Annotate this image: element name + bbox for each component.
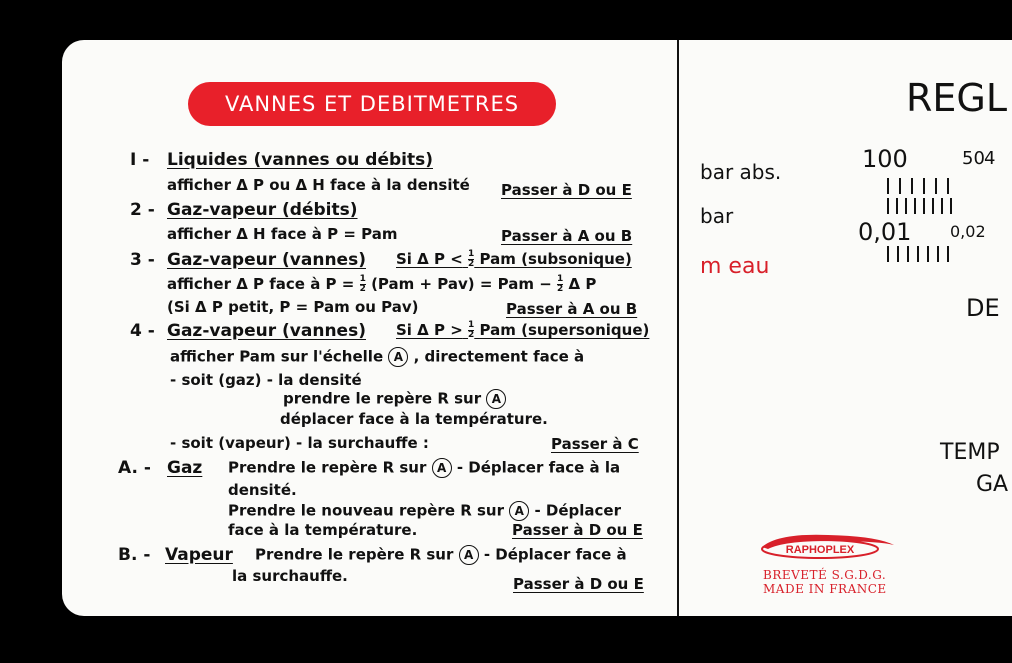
item-4-pass: Passer à C	[551, 435, 639, 453]
temp-heading: TEMP	[940, 440, 1000, 465]
item-a-line4: face à la température.	[228, 521, 418, 539]
item-b-pass: Passer à D ou E	[513, 575, 644, 593]
item-3-body: afficher Δ P face à P = $\frac{1}{2}$ (Pam + Pav) = Pam − $\frac{1}{2}$ Δ P	[167, 274, 597, 294]
circled-a-icon: A	[388, 347, 408, 367]
logo-text: RAPHOPLEX	[785, 544, 855, 556]
scale-value-0-02: 0,02	[950, 222, 986, 241]
circled-a-icon: A	[459, 545, 479, 565]
item-3-number: 3 -	[130, 250, 155, 270]
item-4-gas-step2: déplacer face à la température.	[280, 410, 548, 428]
item-2-body: afficher Δ H face à P = Pam	[167, 225, 398, 243]
circled-a-icon: A	[432, 458, 452, 478]
item-1-heading: Liquides (vannes ou débits)	[167, 150, 433, 170]
label-m-eau: m eau	[700, 254, 770, 279]
item-a-line2: densité.	[228, 481, 297, 499]
scale-value-4: 4	[984, 148, 996, 169]
circled-a-icon: A	[486, 389, 506, 409]
item-4-vapor: - soit (vapeur) - la surchauffe :	[170, 434, 429, 452]
item-b-heading: Vapeur	[165, 545, 233, 565]
item-1-number: I -	[130, 150, 150, 170]
title-banner: VANNES ET DEBITMETRES	[188, 82, 556, 126]
item-4-gas-step1: prendre le repère R sur A	[283, 389, 506, 409]
scale-value-100: 100	[862, 145, 908, 173]
regl-heading: REGL	[906, 76, 1008, 120]
item-a-heading: Gaz	[167, 458, 203, 478]
brevete-text: BREVETÉ S.G.D.G.	[763, 568, 887, 582]
item-a-number: A. -	[118, 458, 151, 478]
item-1-pass: Passer à D ou E	[501, 181, 632, 199]
scale-ticks-mid	[887, 198, 952, 214]
item-4-gas: - soit (gaz) - la densité	[170, 371, 362, 389]
item-b-number: B. -	[118, 545, 151, 565]
raphoplex-logo	[758, 531, 898, 559]
scale-value-50: 50	[962, 148, 985, 169]
scale-ticks-top	[887, 178, 949, 194]
item-4-heading: Gaz-vapeur (vannes)	[167, 321, 366, 341]
item-a-pass: Passer à D ou E	[512, 521, 643, 539]
fraction-half: $\frac{1}{2}$	[359, 274, 366, 294]
item-a-line1: Prendre le repère R sur A - Déplacer face à la	[228, 458, 621, 477]
item-3-note: (Si Δ P petit, P = Pam ou Pav)	[167, 298, 419, 316]
item-4-body: afficher Pam sur l'échelle A , directement face à	[170, 347, 585, 366]
item-1-body: afficher Δ P ou Δ H face à la densité	[167, 176, 470, 194]
item-2-number: 2 -	[130, 200, 155, 220]
item-2-pass: Passer à A ou B	[501, 227, 633, 245]
item-3-heading: Gaz-vapeur (vannes)	[167, 250, 366, 270]
item-a-line3: Prendre le nouveau repère R sur A - Déplacer	[228, 501, 622, 520]
scale-ticks-bottom	[887, 246, 949, 262]
made-in-france-text: MADE IN FRANCE	[763, 582, 887, 596]
item-2-heading: Gaz-vapeur (débits)	[167, 200, 358, 220]
item-4-condition: Si Δ P > $\frac{1}{2}$ Pam (supersonique)	[396, 320, 650, 340]
item-4-number: 4 -	[130, 321, 155, 341]
label-bar: bar	[700, 204, 734, 228]
fraction-half: $\frac{1}{2}$	[468, 249, 475, 269]
de-heading: DE	[966, 294, 1000, 322]
item-b-line1: Prendre le repère R sur A - Déplacer face à	[255, 545, 627, 564]
item-3-condition: Si Δ P < $\frac{1}{2}$ Pam (subsonique)	[396, 249, 632, 269]
item-3-pass: Passer à A ou B	[506, 300, 638, 318]
scale-value-0-01: 0,01	[858, 218, 912, 246]
circled-a-icon: A	[509, 501, 529, 521]
item-b-line2: la surchauffe.	[232, 567, 348, 585]
card-divider	[677, 40, 679, 616]
fraction-half: $\frac{1}{2}$	[557, 274, 564, 294]
label-bar-abs: bar abs.	[700, 160, 782, 184]
fraction-half: $\frac{1}{2}$	[468, 320, 475, 340]
ga-heading: GA	[976, 472, 1009, 497]
